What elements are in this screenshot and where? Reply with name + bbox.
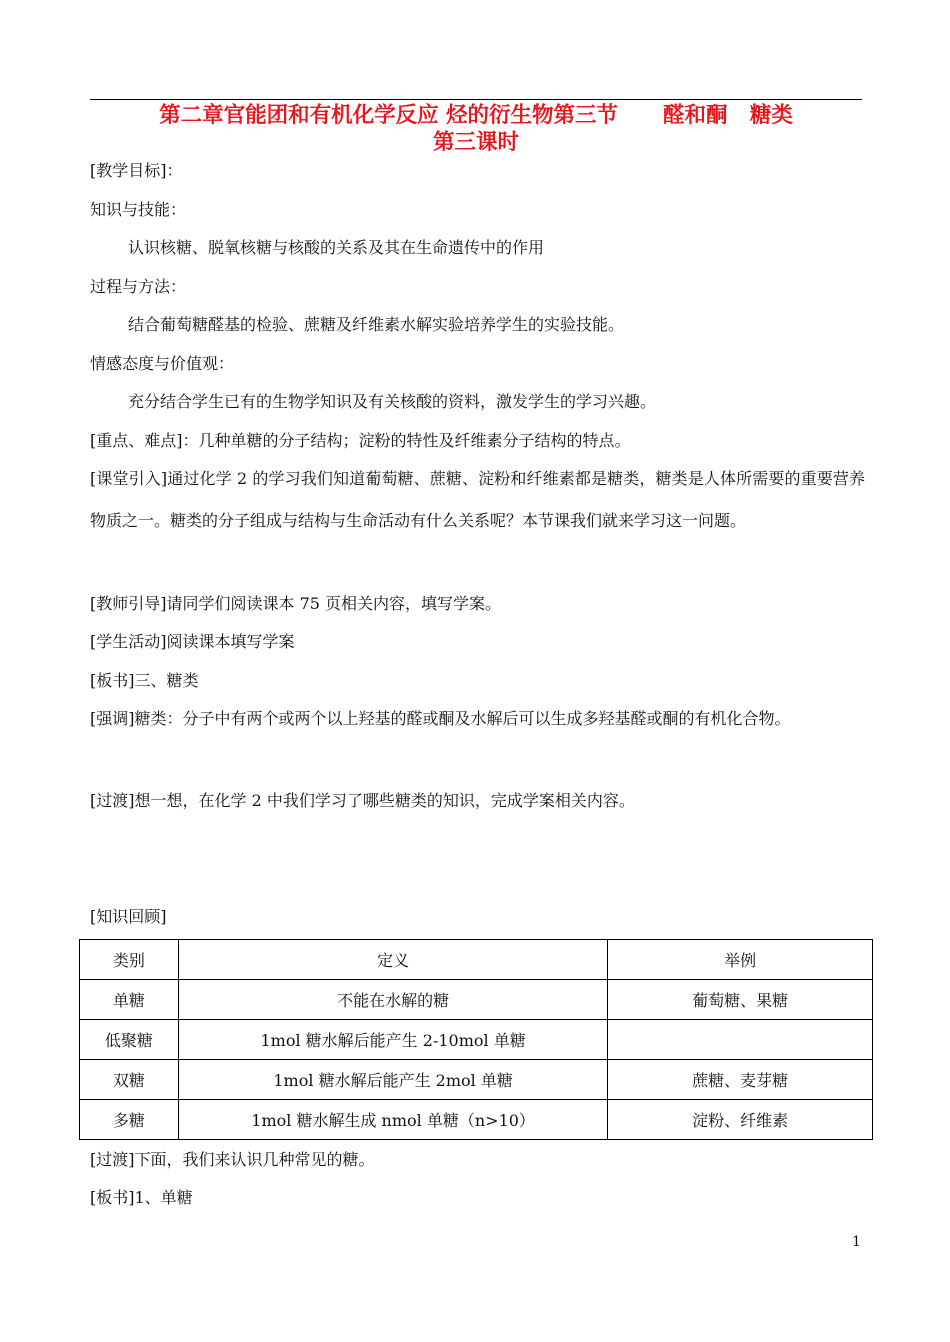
header-example: 举例 <box>608 940 873 980</box>
header-category: 类别 <box>80 940 179 980</box>
review-heading: [知识回顾] <box>90 907 167 926</box>
board-heading-monosaccharide: [板书]1、单糖 <box>90 1188 193 1207</box>
page-title <box>90 102 862 156</box>
table-cell: 多糖 <box>80 1100 179 1140</box>
process-text: 结合葡萄糖醛基的检验、蔗糖及纤维素水解实验培养学生的实验技能。 <box>128 315 625 334</box>
table-cell <box>608 1020 873 1060</box>
table-cell: 不能在水解的糖 <box>178 980 607 1020</box>
table-cell: 双糖 <box>80 1060 179 1100</box>
table-row <box>80 980 873 1020</box>
table-row <box>80 1020 873 1060</box>
table-row <box>80 1060 873 1100</box>
table-header-row <box>80 940 873 980</box>
sugar-classification-table <box>79 939 873 1140</box>
table-cell: 葡萄糖、果糖 <box>608 980 873 1020</box>
table-cell: 蔗糖、麦芽糖 <box>608 1060 873 1100</box>
table-cell: 淀粉、纤维素 <box>608 1100 873 1140</box>
student-activity: [学生活动]阅读课本填写学案 <box>90 632 295 651</box>
table-row <box>80 1100 873 1140</box>
process-heading: 过程与方法： <box>90 277 187 296</box>
class-intro: [课堂引入]通过化学 2 的学习我们知道葡萄糖、蔗糖、淀粉和纤维素都是糖类，糖类是人体所需要的重要营养物质之一。糖类的分子组成与结构与生命活动有什么关系呢？本节课我们就来学习这一问题。 <box>90 469 865 530</box>
table-cell: 单糖 <box>80 980 179 1020</box>
transition-2: [过渡]下面，我们来认识几种常见的糖。 <box>90 1150 375 1169</box>
emotion-heading: 情感态度与价值观： <box>90 354 235 373</box>
table-cell: 1mol 糖水解后能产生 2-10mol 单糖 <box>178 1020 607 1060</box>
page-number: 1 <box>852 1234 861 1250</box>
key-points: [重点、难点]：几种单糖的分子结构；淀粉的特性及纤维素分子结构的特点。 <box>90 431 631 450</box>
table-cell: 低聚糖 <box>80 1020 179 1060</box>
knowledge-heading: 知识与技能： <box>90 200 187 219</box>
emotion-text: 充分结合学生已有的生物学知识及有关核酸的资料，激发学生的学习兴趣。 <box>128 392 657 411</box>
table-cell: 1mol 糖水解后能产生 2mol 单糖 <box>178 1060 607 1100</box>
teacher-guide: [教师引导]请同学们阅读课本 75 页相关内容，填写学案。 <box>90 594 502 613</box>
emphasis-definition: [强调]糖类：分子中有两个或两个以上羟基的醛或酮及水解后可以生成多羟基醛或酮的有机化合物。 <box>90 709 791 728</box>
header-rule <box>90 99 862 100</box>
title-line-2: 第三课时 <box>432 130 519 155</box>
title-line-1: 第二章官能团和有机化学反应 烃的衍生物第三节 醛和酮 糖类 <box>159 103 793 128</box>
objectives-heading: [教学目标]： <box>90 161 183 180</box>
board-heading-sugars: [板书]三、糖类 <box>90 671 199 690</box>
knowledge-text: 认识核糖、脱氧核糖与核酸的关系及其在生命遗传中的作用 <box>128 238 545 257</box>
table-cell: 1mol 糖水解生成 nmol 单糖（n>10） <box>178 1100 607 1140</box>
header-definition: 定义 <box>178 940 607 980</box>
transition-1: [过渡]想一想，在化学 2 中我们学习了哪些糖类的知识，完成学案相关内容。 <box>90 791 635 810</box>
